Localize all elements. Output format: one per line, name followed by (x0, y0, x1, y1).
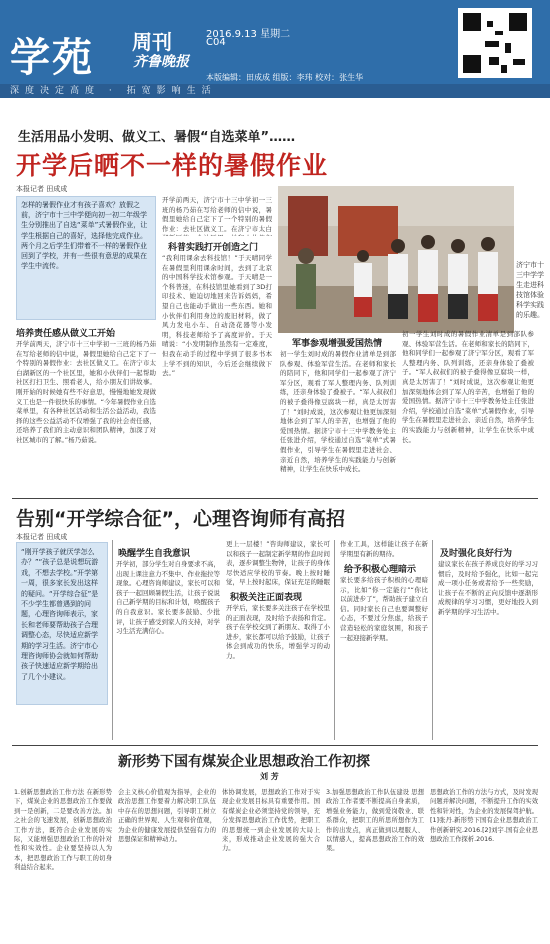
lead-section3-head: 军事参观增强爱国热情 (292, 339, 383, 349)
lead-section2-body: “我利用课余去科技馆！”于天晴同学在暑假里利用课余时间，去到了北京的中国科学技术馆参观。于天晴是一个科普迷，在科技馆里她看到了3D打印技术、她迫切地回来告诉妈妈，希望自己也能动手做出一些东西。她和小伙伴们利用身边的废旧材料，做了风力发电小车、自动浇花器等小发明，科技老师给予了高度评价。于天晴说：“小发明制作虽然有一定难度，但我在动手的过程中学到了很多书本上学不到的知识，今后还会继续做下去。” (162, 254, 272, 378)
lead-title: 开学后晒不一样的暑假作业 (16, 151, 329, 180)
third-title: 新形势下国有煤炭企业思想政治工作初探 (118, 754, 370, 770)
lead-section1-body: 开学前两天，济宁市十三中学初一三班的杨乃茹在写给老师的信中说，暑假里她给自己定下了一个特别的暑假作业：去社区做义工。在济宁市太白湖新区的一个社区里，她和小伙伴们一起帮助社区打扫卫生、照看老人，给小朋友们讲故事。刚开始的时候她有些不好意思，慢慢地她发现做义工也是一件很快乐的事情。“今年暑假作业自选菜单里，有各种社区活动和生活公益活动，我选择的这些公益活动不仅增强了我的社会责任感，还培养了我们的主动意识和团队精神，加深了对社区城市的了解。”杨乃茹说。 (16, 340, 156, 444)
students-photo-illustration (278, 186, 514, 333)
second-col4-body: 建议家长在孩子养成良好的学习习惯后，及时给予强化，比如一起完成一项小任务或者给予一些奖励，让孩子在不断的正向反馈中逐渐形成规律的学习习惯，更好地投入到新学期的学习生活中。 (438, 560, 538, 616)
lead-subtitle: 生活用品小发明、做义工、暑假“自选菜单”…… (18, 130, 296, 145)
column-rule (432, 540, 433, 740)
lead-photo (278, 186, 514, 333)
lead-section3-body: 初一学生刘时成的暑假作业清单是到部队参观、体验军营生活。在老师和家长的陪同下，他和同学们一起参观了济宁军分区，观看了军人整理内务、队列训练，还亲身体验了叠被子。“军人叔叔们的被子叠得像豆腐块一样，真是太厉害了！”刘时成说，这次参观让他更加深刻地体会到了军人的辛苦，也增强了他的爱国热情。据济宁市十三中学教务处主任张进介绍，学校通过自选“菜单”式暑假作业，引导学生在暑假里走进社会、亲近自然，培养学生的实践能力与创新精神，让学生在快乐中成长。 (280, 350, 396, 474)
second-col1-head: 唤醒学生自我意识 (118, 549, 191, 559)
section-divider-2 (12, 745, 538, 746)
second-col2-body: 更上一层楼！”咨询师建议，家长可以和孩子一起制定新学期的作息时间表，逐步调整生物钟，让孩子的身体尽快适应学校的节奏。晚上按时睡觉，早上按时起床，保证充足的睡眠 (226, 540, 330, 586)
lead-section2-head: 科普实践打开创造之门 (168, 243, 259, 253)
editor-credits: 本版编辑：田成成 组版：李玮 校对：张生华 (206, 73, 364, 82)
second-quote-box: “刚开学孩子就厌学怎么办？”“孩子总是说想玩游戏，不想去学校。”开学第一周，很多家长发出这样的疑问。“开学综合征”是不少学生都曾遇到的问题，心理咨询师表示，家长和老师要帮助孩子合理调整心态，尽快适应新学期的学习生活。济宁市心理咨询师协会就如何帮助孩子快速适应新学期给出了几个小建议。 (16, 542, 108, 705)
second-col2-body2: 开学后，家长要多关注孩子在学校里的正面表现，及时给予表扬和肯定。孩子在学校交到了新朋友、取得了小进步，家长都可以给予鼓励，让孩子体会到成功的快乐，增强学习的动力。 (226, 604, 330, 660)
edition-number: C04 (206, 37, 226, 48)
masthead-weekly: 周刊 (132, 30, 172, 54)
publisher-logo: 齐鲁晚报 (133, 54, 189, 70)
lead-section1-head: 培养责任感从做义工开始 (16, 329, 116, 339)
second-col1-body: 开学初，部分学生对自身要求不高，出现上课注意力不集中、作业拖拉等现象。心理咨询师建议，家长可以和孩子一起回顾暑假生活，让孩子说说自己新学期的目标和计划，唤醒孩子的自我意识。家长要多鼓励、少批评，让孩子感受到家人的支持，对学习生活充满信心。 (116, 560, 220, 636)
second-col4-head: 及时强化良好行为 (440, 549, 513, 559)
column-rule (334, 540, 335, 740)
third-col5: 思想政治工作的方法与方式，及时发现问题并解决问题，不断提升工作的实效性和针对性，为企业的发展保驾护航。[1]张丹.新形势下国有企业思想政治工作创新研究.2016.[2]刘宇.国有企业思想政治工作探析.2016. (430, 789, 538, 844)
masthead-logo: 学苑 (10, 34, 94, 81)
second-col2-head: 积极关注正面表现 (230, 593, 303, 603)
issue-date: 2016.9.13 星期二 (206, 29, 291, 40)
second-byline: 本报记者 田成成 (16, 533, 68, 541)
lead-section1-continued: 开学前两天，济宁市十三中学初一三班的杨乃茹在写给老师的信中说，暑假里她给自己定下了一个特别的暑假作业：去社区做义工。在济宁市太白 (162, 196, 272, 233)
qr-code-icon (458, 8, 532, 78)
third-author: 刘 芳 (260, 772, 279, 781)
photo-caption: 济宁市十三中学学生走进科技馆体验科学实践的乐趣。 (516, 261, 544, 319)
second-col3-head: 给予积极心理暗示 (344, 565, 417, 575)
masthead-slogan: 深度决定高度 · 拓宽影响生活 (0, 84, 550, 98)
second-title: 告别“开学综合征”，心理咨询师有高招 (16, 508, 345, 530)
third-col1: 1.创新思想政治工作方法 在新形势下，煤炭企业的思想政治工作要做到一是创新，二是要改善方法。加之社会的飞速发展，创新思想政治工作方法，既符合企业发展的实际，又能增强思想政治工作的针对性和实效性。企业要坚持以人为本，把思想政治工作与职工的切身利益结合起来。 (14, 789, 112, 872)
lead-section3-continued: 初一学生刘时成的暑假作业清单是到部队参观、体验军营生活。在老师和家长的陪同下，他和同学们一起参观了济宁军分区，观看了军人整理内务、队列训练，还亲身体验了叠被子。“军人叔叔们的被子叠得像豆腐块一样，真是太厉害了！”刘时成说，这次参观让他更加深刻地体会到了军人的辛苦，也增强了他的爱国热情。据济宁市十三中学教务处主任张进介绍，学校通过自选“菜单”式暑假作业，引导学生在暑假里走进社会、亲近自然，培养学生的实践能力与创新精神，让学生在快乐中成长。 (402, 330, 534, 444)
lead-intro-box: 怎样的暑假作业才有孩子喜欢？放假之前，济宁市十三中学便向初一初二年级学生分别推出了自选“菜单”式暑假作业，让学生根据自己的喜好，选择他完成作业。两个月之后学生们带着不一样的暑假作业回到了学校，并有一些很有意思的成果在学生中流传。 (16, 196, 156, 320)
second-col3-body: 作业工具，这样能让孩子在新学期里有新的期待。 (340, 540, 428, 558)
third-col4: 3.加强思想政治工作队伍建设 思想政治工作者要不断提高自身素质，增强业务能力，做到爱岗敬业、联系群众，把职工的所思所想作为工作的出发点，真正做到以理服人、以情感人，提高思想政治工作的效果。 (326, 789, 424, 853)
third-col3: 体协调发展，思想政治工作对于实现企业发展目标具有重要作用。国有煤炭企业必须坚持党的领导，充分发挥思想政治工作优势，把职工的思想统一到企业发展的大局上来，形成推动企业发展的强大合力。 (222, 789, 320, 853)
lead-byline: 本报记者 田成成 (16, 185, 68, 193)
second-col3-body2: 家长要多给孩子积极的心理暗示，比如“你一定能行”“你比以前进步了”，帮助孩子建立自信。同时家长自己也要调整好心态，不要过分焦虑，给孩子营造轻松的家庭氛围，和孩子一起迎接新学期。 (340, 576, 428, 642)
column-rule (112, 540, 113, 740)
third-col2: 会主义核心价值观为指导，企业的政治思想工作要着力解决职工队伍中存在的思想问题，引导职工树立正确的世界观、人生观和价值观，为企业的健康发展提供坚强有力的思想保证和精神动力。 (118, 789, 216, 844)
section-divider-1 (12, 498, 538, 499)
